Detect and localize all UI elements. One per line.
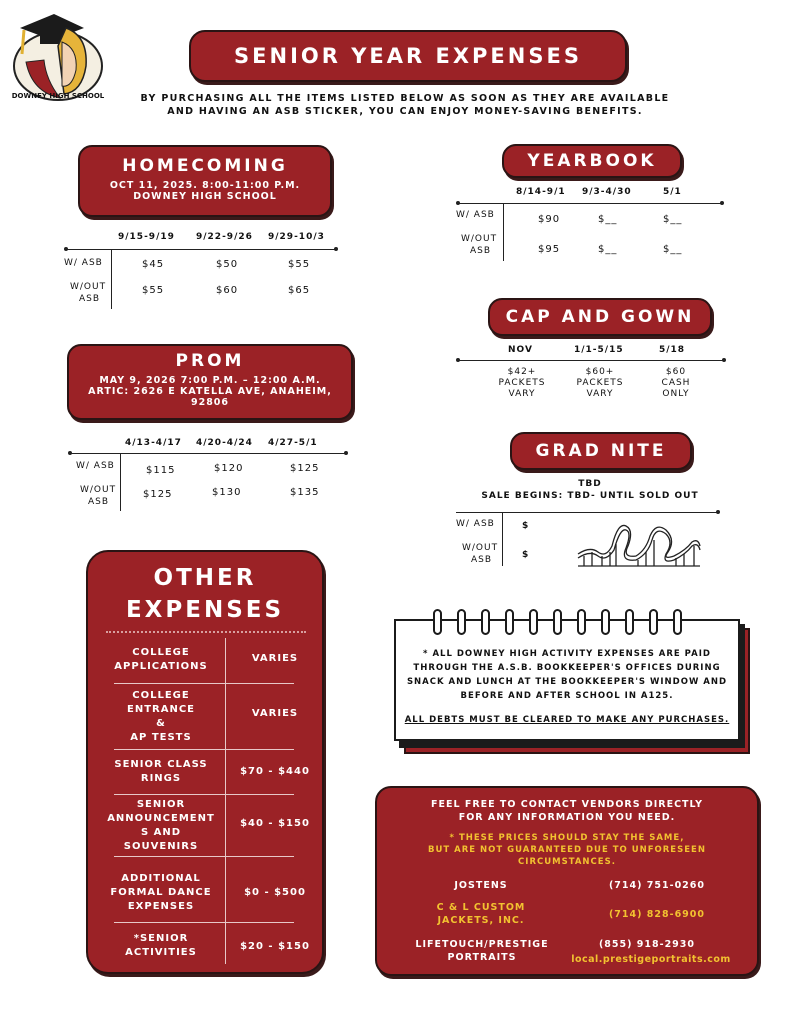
- lifetouch-phone[interactable]: (855) 918-2930: [598, 939, 696, 950]
- spiral-rings-icon: [428, 606, 712, 638]
- page-title-banner: [189, 30, 627, 82]
- note-card: * ALL DOWNEY HIGH ACTIVITY EXPENSES ARE PAID THROUGH THE A.S.B. BOOKKEEPER'S OFFICES DURING SNACK AND LUNCH AT THE BOOKKEEPER'S WINDOW AND BEFORE AND AFTER SCHOOL IN A125. ALL DEBTS MUST BE CLEARED TO MAKE ANY PURCHASES.: [394, 619, 740, 741]
- homecoming-title: HOMECOMING: [122, 156, 288, 176]
- grad-nite-title: GRAD NITE: [535, 441, 667, 461]
- cl-jackets-phone[interactable]: (714) 828-6900: [608, 909, 706, 920]
- prom-banner: PROM MAY 9, 2026 7:00 P.M. – 12:00 A.M. ARTIC: 2626 E KATELLA AVE, ANAHEIM, 92806: [67, 344, 353, 420]
- homecoming-banner: HOMECOMING OCT 11, 2025. 8:00-11:00 P.M. DOWNEY HIGH SCHOOL: [78, 145, 332, 217]
- cap-gown-title: CAP AND GOWN: [505, 307, 695, 327]
- yearbook-banner: [502, 144, 682, 178]
- subtitle: BY PURCHASING ALL THE ITEMS LISTED BELOW AS SOON AS THEY ARE AVAILABLE AND HAVING AN ASB STICKER, YOU CAN ENJOY MONEY-SAVING BENEFITS.: [140, 93, 670, 117]
- roller-coaster-icon: [576, 516, 702, 568]
- cap-gown-banner: [488, 298, 712, 336]
- grad-nite-banner: [510, 432, 692, 470]
- other-expenses-panel: OTHER EXPENSES COLLEGE APPLICATIONS VARIES COLLEGE ENTRANCE & AP TESTS VARIES SENIOR CLASS RINGS $70 - $440 SENIOR ANNOUNCEMENT S AND SOUVENIRS $40 - $150 ADDITIONAL FORMAL DANCE EXPENSES $0 - $500 *SENIOR ACTIVITIES $20 - $150: [86, 550, 324, 974]
- yearbook-title: YEARBOOK: [527, 151, 657, 171]
- school-logo: [6, 6, 110, 106]
- contact-panel: FEEL FREE TO CONTACT VENDORS DIRECTLY FOR ANY INFORMATION YOU NEED. * THESE PRICES SHOULD STAY THE SAME, BUT ARE NOT GUARANTEED DUE TO UNFORESEEN CIRCUMSTANCES. JOSTENS (714) 751-0260 C & L CUSTOM JACKETS, INC. (714) 828-6900 LIFETOUCH/PRESTIGE PORTRAITS (855) 918-2930 local.prestigeportraits.com: [375, 786, 759, 976]
- prestige-portraits-link[interactable]: local.prestigeportraits.com: [571, 954, 731, 965]
- other-expenses-title: OTHER EXPENSES: [125, 565, 285, 623]
- prom-title: PROM: [175, 351, 245, 371]
- svg-text:DOWNEY HIGH SCHOOL: DOWNEY HIGH SCHOOL: [11, 92, 105, 100]
- page-title: SENIOR YEAR EXPENSES: [234, 44, 582, 68]
- jostens-phone[interactable]: (714) 751-0260: [608, 880, 706, 891]
